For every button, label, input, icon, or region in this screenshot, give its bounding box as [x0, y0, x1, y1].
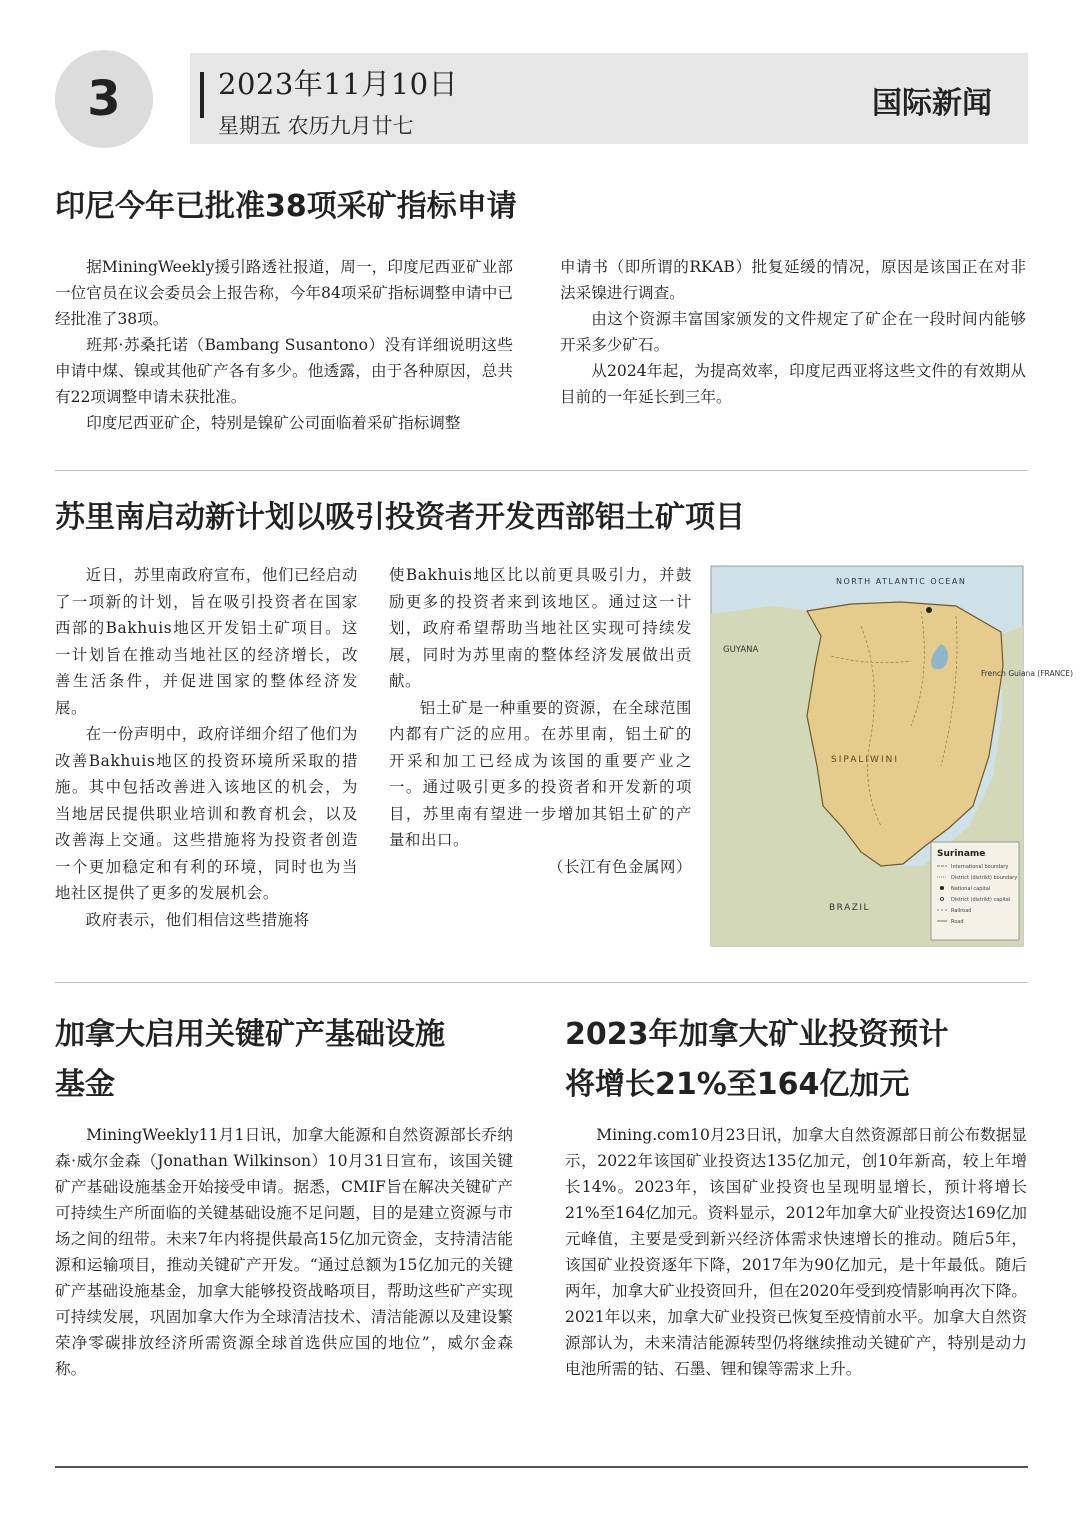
footer-rule	[55, 1466, 1028, 1468]
paragraph: 近日，苏里南政府宣布，他们已经启动了一项新的计划，旨在吸引投资者在国家西部的Bakhuis地区开发铝土矿项目。这一计划旨在推动当地社区的经济增长，改善生活条件，并促进国家的整体经济发展。	[55, 566, 358, 717]
title-line: 将增长21%至164亿加元	[565, 1067, 910, 1102]
issue-weekday-lunar: 星期五 农历九月廿七	[218, 114, 414, 138]
map-capital-marker	[926, 607, 932, 613]
section-divider	[55, 982, 1028, 983]
article2-col1	[55, 562, 358, 933]
map-label-ocean: NORTH ATLANTIC OCEAN	[836, 577, 967, 586]
section-name: 国际新闻	[872, 86, 992, 121]
map-legend-item: International boundary	[951, 864, 1009, 870]
paragraph: 从2024年起，为提高效率，印度尼西亚将这些文件的有效期从目前的一年延长到三年。	[560, 362, 1026, 406]
issue-date: 2023年11月10日	[218, 67, 459, 101]
article-source: （长江有色金属网）	[548, 857, 692, 876]
map-label-french-guiana: French Guiana (FRANCE)	[981, 669, 1074, 678]
title-line: 基金	[55, 1067, 115, 1102]
map-label-guyana: GUYANA	[723, 645, 759, 655]
map-legend-item: District (distrikt) boundary	[951, 875, 1018, 881]
paragraph: 据MiningWeekly援引路透社报道，周一，印度尼西亚矿业部一位官员在议会委员会上报告称，今年84项采矿指标调整申请中已经批准了38项。	[55, 258, 513, 328]
article2-col2	[389, 562, 692, 880]
paragraph-continued: 使Bakhuis地区比以前更具吸引力，并鼓励更多的投资者来到该地区。通过这一计划，政府希望帮助当地社区实现可持续发展，同时为苏里南的整体经济发展做出贡献。	[389, 566, 692, 690]
paragraph: 在一份声明中，政府详细介绍了他们为改善Bakhuis地区的投资环境所采取的措施。其中包括改善进入该地区的机会，为当地居民提供职业培训和教育机会，以及改善海上交通。这些措施将为投资者创造一个更加稳定和有利的环境，同时也为当地社区提供了更多的发展机会。	[55, 725, 358, 902]
page-number: 3	[87, 71, 121, 127]
title-line: 加拿大启用关键矿产基础设施	[55, 1017, 445, 1052]
paragraph: 由这个资源丰富国家颁发的文件规定了矿企在一段时间内能够开采多少矿石。	[560, 310, 1026, 354]
map-legend-item: District (distrikt) capital	[951, 897, 1011, 903]
header-divider	[200, 72, 204, 118]
article4-title	[565, 1010, 949, 1110]
map-legend-item: Road	[951, 919, 964, 925]
map-legend-item: Railroad	[951, 908, 972, 914]
map-legend-title: Suriname	[937, 849, 986, 859]
map-legend-item: National capital	[951, 886, 991, 892]
article3-title	[55, 1010, 445, 1110]
map-label-brazil: BRAZIL	[829, 903, 871, 913]
paragraph: 政府表示，他们相信这些措施将	[85, 910, 310, 929]
section-divider	[55, 470, 1028, 471]
paragraph: 印度尼西亚矿企，特别是镍矿公司面临着采矿指标调整	[86, 414, 461, 432]
page-number-badge	[55, 50, 153, 148]
paragraph: MiningWeekly11月1日讯，加拿大能源和自然资源部长乔纳森·威尔金森（Jonathan Wilkinson）10月31日宣布，该国关键矿产基础设施基金开始接受申请。据悉，CMIF旨在解决关键矿产可持续生产所面临的关键基础设施不足问题，目的是建立资源与市场之间的纽带。未来7年内将提供最高15亿加元资金，支持清洁能源和运输项目，推动关键矿产开发。“通过总额为15亿加元的关键矿产基础设施基金，加拿大能够投资战略项目，帮助这些矿产实现可持续发展，巩固加拿大作为全球清洁技术、清洁能源以及建设繁荣净零碳排放经济所需资源全球首选供应国的地位”，威尔金森称。	[55, 1126, 513, 1378]
article3-body	[55, 1122, 513, 1382]
paragraph: Mining.com10月23日讯，加拿大自然资源部日前公布数据显示，2022年该国矿业投资达135亿加元，创10年新高，较上年增长14%。2023年，该国矿业投资也呈现明显增长，预计将增长21%至164亿加元。资料显示，2012年加拿大矿业投资达169亿加元峰值，主要是受到新兴经济体需求快速增长的推动。随后5年，该国矿业投资逐年下降，2017年为90亿加元，是十年最低。随后两年，加拿大矿业投资回升，但在2020年受到疫情影响再次下降。2021年以来，加拿大矿业投资已恢复至疫情前水平。加拿大自然资源部认为，未来清洁能源转型仍将继续推动关键矿产，特别是动力电池所需的钴、石墨、锂和镍等需求上升。	[565, 1126, 1027, 1378]
paragraph-continued: 申请书（即所谓的RKAB）批复延缓的情况，原因是该国正在对非法采镍进行调查。	[560, 258, 1026, 302]
paragraph: 班邦·苏桑托诺（Bambang Susantono）没有详细说明这些申请中煤、镍或其他矿产各有多少。他透露，由于各种原因，总共有22项调整申请未获批准。	[55, 336, 513, 406]
article4-body	[565, 1122, 1027, 1382]
map-label-district: SIPALIWINI	[831, 755, 899, 765]
article1-col1	[55, 254, 513, 436]
article2-title: 苏里南启动新计划以吸引投资者开发西部铝土矿项目	[55, 500, 745, 535]
title-line: 2023年加拿大矿业投资预计	[565, 1017, 949, 1052]
article1-col2	[560, 254, 1026, 410]
article1-title: 印尼今年已批准38项采矿指标申请	[55, 189, 517, 224]
paragraph: 铝土矿是一种重要的资源，在全球范围内都有广泛的应用。在苏里南，铝土矿的开采和加工已经成为该国的重要产业之一。通过吸引更多的投资者和开发新的项目，苏里南有望进一步增加其铝土矿的产量和出口。	[389, 698, 692, 849]
suriname-map	[711, 566, 1074, 946]
